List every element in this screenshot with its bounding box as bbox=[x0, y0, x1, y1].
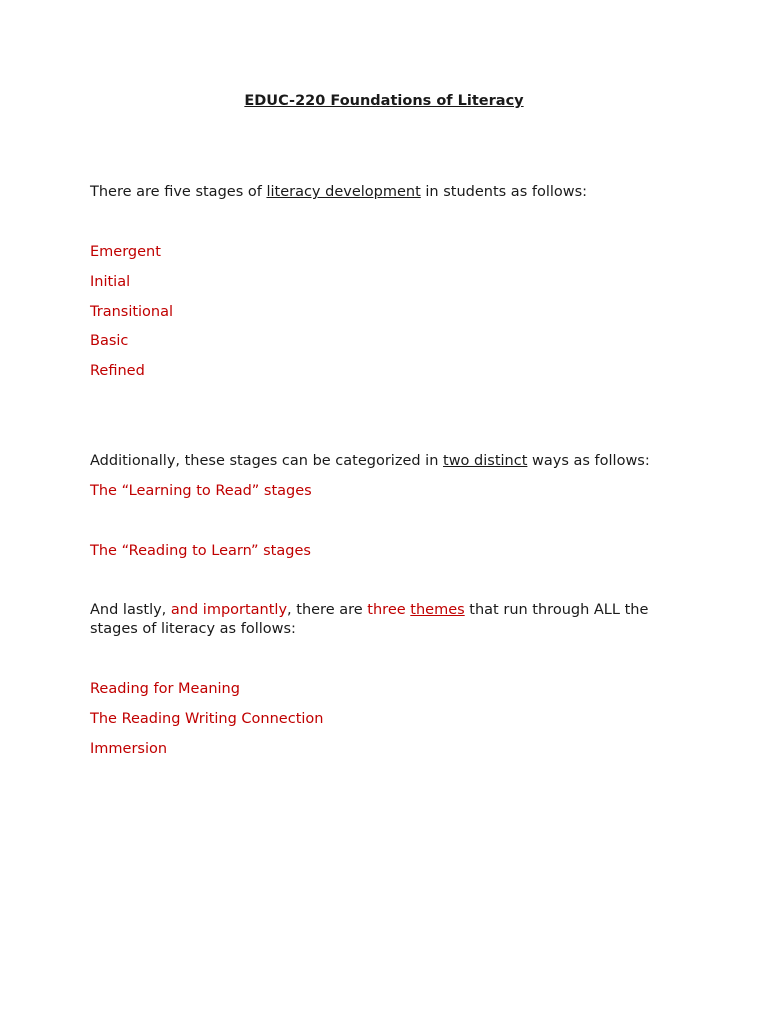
themes-text-part2: , there are bbox=[287, 602, 368, 618]
stage-item-emergent: Emergent bbox=[90, 244, 161, 260]
theme-item-immersion: Immersion bbox=[90, 741, 168, 757]
theme-item-reading-writing-connection: The Reading Writing Connection bbox=[90, 711, 324, 727]
intro-paragraph bbox=[90, 183, 690, 201]
document-title: EDUC-220 Foundations of Literacy bbox=[244, 93, 524, 109]
stage-item-transitional: Transitional bbox=[90, 304, 174, 320]
intro-text-after: in students as follows: bbox=[420, 184, 588, 200]
stage-item-initial: Initial bbox=[90, 274, 131, 290]
themes-red-three: three bbox=[367, 602, 406, 618]
categories-paragraph bbox=[90, 452, 690, 470]
themes-paragraph bbox=[90, 601, 680, 639]
theme-item-reading-for-meaning: Reading for Meaning bbox=[90, 681, 240, 697]
category-item-learning-to-read: The “Learning to Read” stages bbox=[90, 483, 312, 499]
categories-text-after: ways as follows: bbox=[527, 453, 650, 469]
themes-text-part3: that run through ALL the stages of literacy as follows: bbox=[90, 602, 649, 637]
intro-underlined-term: literacy development bbox=[266, 184, 421, 200]
intro-text-before: There are five stages of bbox=[90, 184, 267, 200]
themes-text-part1: And lastly, bbox=[90, 602, 171, 618]
categories-underlined-term: two distinct bbox=[443, 453, 528, 469]
categories-text-before: Additionally, these stages can be categorized in bbox=[90, 453, 444, 469]
themes-red-underlined-term: themes bbox=[410, 602, 465, 618]
stage-item-refined: Refined bbox=[90, 363, 145, 379]
category-item-reading-to-learn: The “Reading to Learn” stages bbox=[90, 543, 311, 559]
stage-item-basic: Basic bbox=[90, 333, 129, 349]
themes-red-importantly: and importantly bbox=[170, 602, 288, 618]
